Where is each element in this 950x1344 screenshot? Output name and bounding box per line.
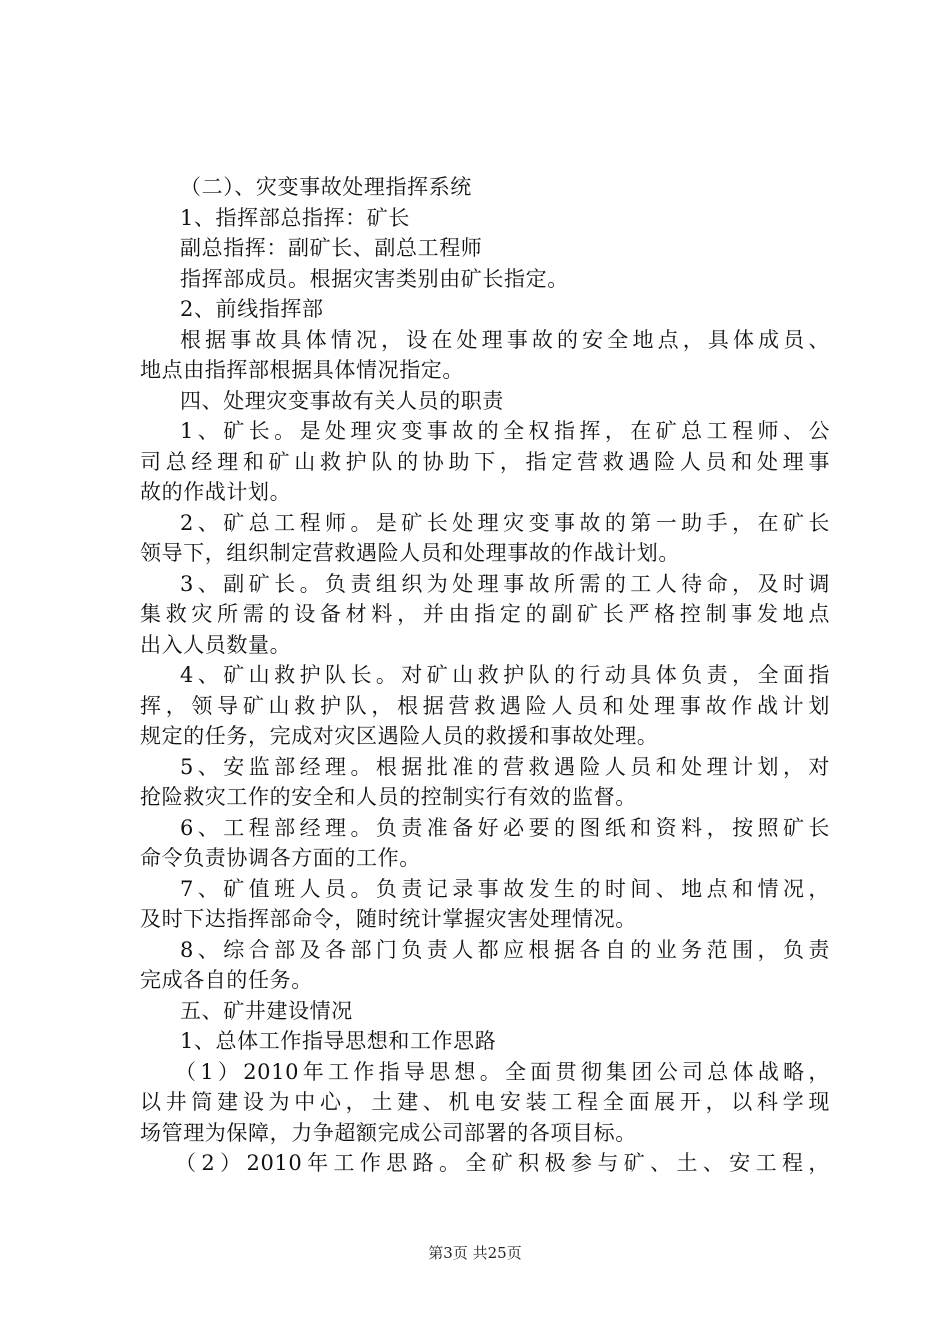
text-line: 7、矿值班人员。负责记录事故发生的时间、地点和情况， (180, 876, 830, 901)
text-line: 3、副矿长。负责组织为处理事故所需的工人待命，及时调 (180, 571, 830, 596)
text-line: 场管理为保障，力争超额完成公司部署的各项目标。 (140, 1120, 637, 1145)
text-line: 指挥部成员。根据灾害类别由矿长指定。 (180, 266, 569, 291)
text-line: 规定的任务，完成对灾区遇险人员的救援和事故处理。 (140, 724, 659, 748)
text-line: 6、工程部经理。负责准备好必要的图纸和资料，按照矿长 (180, 815, 830, 840)
page-footer: 第3页 共25页 (428, 1244, 522, 1262)
text-line: 以井筒建设为中心，土建、机电安装工程全面展开，以科学现 (140, 1090, 830, 1114)
text-line: （1）2010年工作指导思想。全面贯彻集团公司总体战略， (175, 1059, 830, 1084)
text-line: 1、总体工作指导思想和工作思路 (180, 1029, 497, 1053)
document-body (140, 172, 830, 1179)
text-line: 五、矿井建设情况 (180, 998, 353, 1023)
text-line: 挥，领导矿山救护队，根据营救遇险人员和处理事故作战计划 (140, 693, 830, 718)
text-line: 2、矿总工程师。是矿长处理灾变事故的第一助手，在矿长 (180, 510, 830, 535)
text-line: 及时下达指挥部命令，随时统计掌握灾害处理情况。 (140, 907, 637, 931)
text-line: 地点由指挥部根据具体情况指定。 (140, 358, 464, 382)
text-line: 根据事故具体情况，设在处理事故的安全地点，具体成员、 (180, 327, 830, 352)
text-line: 命令负责协调各方面的工作。 (140, 846, 421, 870)
text-line: 完成各自的任务。 (140, 968, 313, 992)
text-line: 8、综合部及各部门负责人都应根据各自的业务范围，负责 (180, 937, 830, 962)
text-line: 抢险救灾工作的安全和人员的控制实行有效的监督。 (140, 785, 637, 809)
text-line: 故的作战计划。 (140, 480, 292, 504)
text-line: 1、指挥部总指挥：矿长 (180, 205, 410, 230)
text-line: 领导下，组织制定营救遇险人员和处理事故的作战计划。 (140, 541, 680, 565)
text-line: 司总经理和矿山救护队的协助下，指定营救遇险人员和处理事 (140, 449, 830, 474)
text-line: （二）、灾变事故处理指挥系统 (180, 175, 472, 199)
text-line: 4、矿山救护队长。对矿山救护队的行动具体负责，全面指 (180, 663, 830, 687)
text-line: 副总指挥：副矿长、副总工程师 (180, 236, 483, 260)
text-line: 集救灾所需的设备材料，并由指定的副矿长严格控制事发地点 (140, 602, 830, 626)
text-line: 2、前线指挥部 (180, 297, 324, 321)
text-line: 5、安监部经理。根据批准的营救遇险人员和处理计划，对 (180, 754, 830, 779)
text-line: 四、处理灾变事故有关人员的职责 (180, 388, 504, 413)
text-line: 出入人员数量。 (140, 632, 292, 657)
text-line: （2）2010年工作思路。全矿积极参与矿、土、安工程， (175, 1151, 830, 1175)
text-line: 1、矿长。是处理灾变事故的全权指挥，在矿总工程师、公 (180, 419, 830, 443)
